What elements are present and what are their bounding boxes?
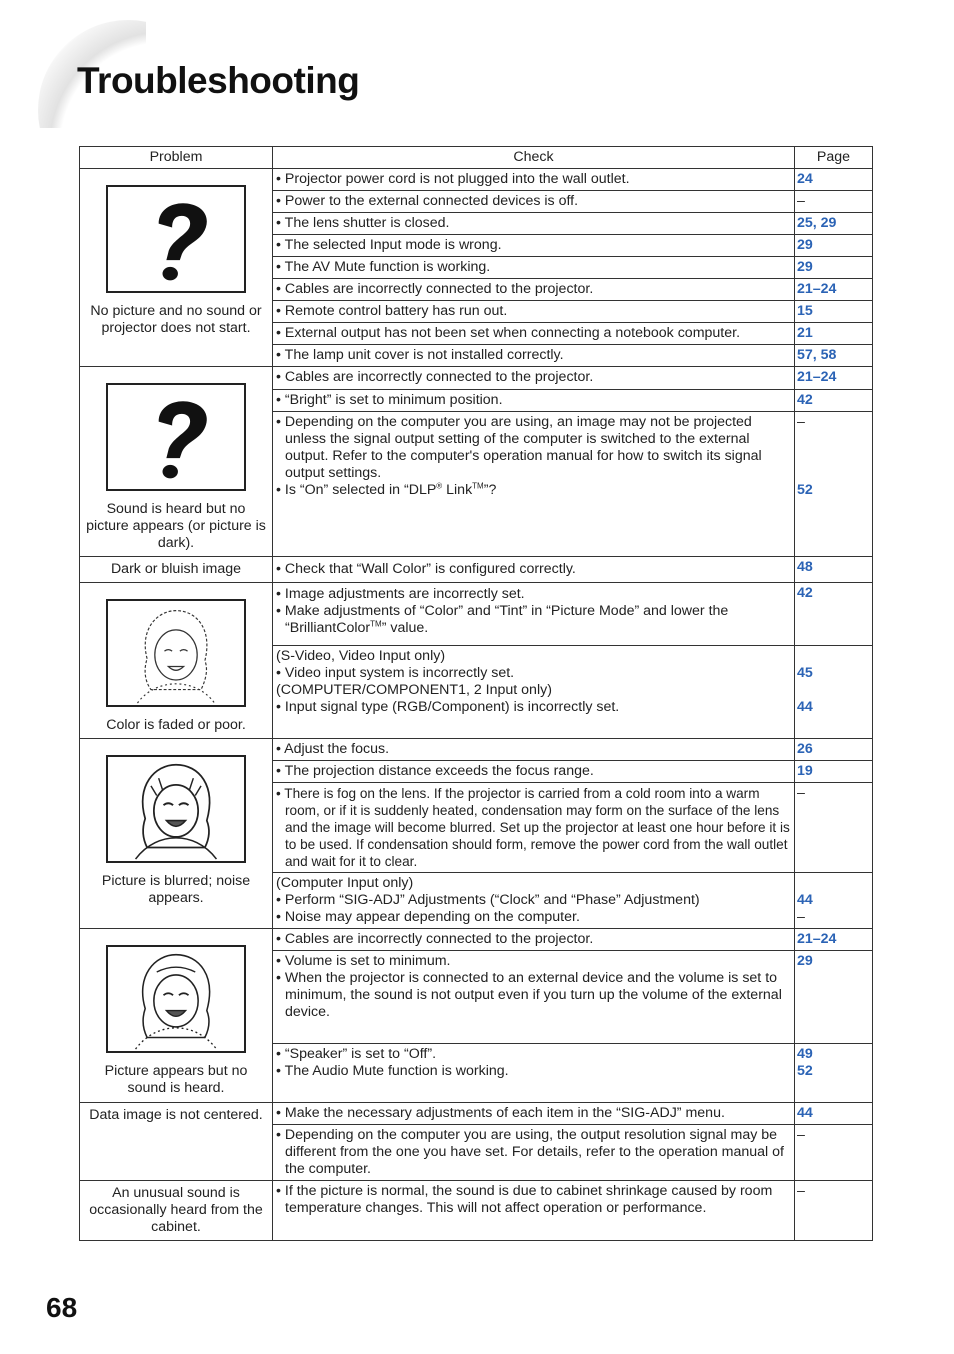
check-cell: • The AV Mute function is working. <box>273 257 795 279</box>
page-ref[interactable]: 44 <box>795 1103 873 1125</box>
page-ref[interactable]: 29 <box>795 235 873 257</box>
page-ref[interactable]: 49 52 <box>795 1044 873 1103</box>
table-row <box>80 1181 873 1241</box>
page-ref[interactable]: 42 <box>795 389 873 412</box>
check-cell: • Adjust the focus. <box>273 739 795 761</box>
page-ref[interactable]: 25, 29 <box>795 213 873 235</box>
problem-text: No picture and no sound or projector does not start. <box>90 303 262 336</box>
table-row <box>80 557 873 583</box>
problem-cell <box>80 367 273 557</box>
problem-text: Picture appears but no sound is heard. <box>104 1063 248 1096</box>
problem-cell <box>80 739 273 929</box>
page-ref[interactable]: 21–24 <box>795 367 873 390</box>
page-ref[interactable]: 44 – <box>795 873 873 929</box>
page-ref: – <box>795 1181 873 1241</box>
check-cell: • The lens shutter is closed. <box>273 213 795 235</box>
page-number: 68 <box>46 1292 78 1323</box>
girl-illustration <box>106 599 246 707</box>
check-text: • Make adjustments of “Color” and “Tint” in “Picture Mode” and lower the “BrilliantColor™” value. <box>276 603 729 636</box>
problem-cell <box>80 583 273 739</box>
check-cell: • The selected Input mode is wrong. <box>273 235 795 257</box>
problem-text: Picture is blurred; noise appears. <box>101 873 251 906</box>
problem-cell: Data image is not centered. <box>80 1103 273 1181</box>
page-title: Troubleshooting <box>77 60 360 101</box>
check-cell: • Projector power cord is not plugged into the wall outlet. <box>273 169 795 191</box>
page-ref: – <box>795 783 873 873</box>
page-ref[interactable]: 57, 58 <box>795 345 873 367</box>
girl-illustration <box>106 945 246 1053</box>
check-text: • Image adjustments are incorrectly set. <box>276 586 525 602</box>
page-ref[interactable]: – 52 <box>795 412 873 557</box>
problem-text: Sound is heard but no picture appears (or picture is dark). <box>86 501 266 551</box>
page-ref[interactable]: 19 <box>795 761 873 783</box>
check-cell <box>273 873 795 929</box>
check-text: • Depending on the computer you are using, an image may not be projected unless the signal output setting of the computer is switched to the external output. Refer to the computer's operation manual for how to switch its signal output settings. <box>276 414 762 481</box>
problem-cell: An unusual sound is occasionally heard from the cabinet. <box>80 1181 273 1241</box>
header-problem: Problem <box>80 147 273 169</box>
check-cell: • External output has not been set when connecting a notebook computer. <box>273 323 795 345</box>
problem-cell <box>80 929 273 1103</box>
check-text: • Video input system is incorrectly set. <box>276 665 515 681</box>
table-row <box>80 367 873 390</box>
check-cell: • Cables are incorrectly connected to the projector. <box>273 367 795 390</box>
page-ref[interactable]: 42 <box>795 583 873 646</box>
page-ref: – <box>795 191 873 213</box>
check-cell: • Power to the external connected devices is off. <box>273 191 795 213</box>
check-text: (COMPUTER/COMPONENT1, 2 Input only) <box>276 682 552 698</box>
check-text: (S-Video, Video Input only) <box>276 648 446 664</box>
check-cell <box>273 412 795 557</box>
table-row <box>80 169 873 191</box>
check-cell: • Cables are incorrectly connected to the projector. <box>273 279 795 301</box>
page-ref[interactable]: 48 <box>795 557 873 583</box>
check-text: • Is “On” selected in “DLP® Link™”? <box>276 481 497 498</box>
check-cell: • There is fog on the lens. If the projector is carried from a cold room into a warm room, or if it is suddenly heated, condensation may form on the surface of the lens and the image will become blurred. Set up the projector at least one hour before it is to be used. If condensation should form, remove the power cord from the wall outlet and wait for it to clear. <box>273 783 795 873</box>
problem-text: Color is faded or poor. <box>106 717 246 733</box>
check-text: (Computer Input only) <box>276 875 414 891</box>
check-text: • Input signal type (RGB/Component) is incorrectly set. <box>276 699 620 715</box>
check-cell: • The projection distance exceeds the focus range. <box>273 761 795 783</box>
problem-cell: Dark or bluish image <box>80 557 273 583</box>
table-row <box>80 739 873 761</box>
check-cell: • If the picture is normal, the sound is due to cabinet shrinkage caused by room temperature changes. This will not affect operation or performance. <box>273 1181 795 1241</box>
check-text: • “Speaker” is set to “Off”. <box>276 1046 437 1062</box>
check-cell: • Remote control battery has run out. <box>273 301 795 323</box>
page-ref[interactable]: 24 <box>795 169 873 191</box>
check-cell <box>273 1044 795 1103</box>
page-ref[interactable]: 29 <box>795 257 873 279</box>
check-cell: • Cables are incorrectly connected to the projector. <box>273 929 795 951</box>
page-ref[interactable]: 26 <box>795 739 873 761</box>
check-cell: • Check that “Wall Color” is configured correctly. <box>273 557 795 583</box>
check-cell: • “Bright” is set to minimum position. <box>273 389 795 412</box>
table-row <box>80 1103 873 1125</box>
check-cell: • Depending on the computer you are using, the output resolution signal may be different from the one you have set. For details, refer to the operation manual of the computer. <box>273 1125 795 1181</box>
check-cell: • The lamp unit cover is not installed correctly. <box>273 345 795 367</box>
check-cell <box>273 646 795 739</box>
table-header <box>80 147 873 169</box>
header-check: Check <box>273 147 795 169</box>
page-ref[interactable]: 21–24 <box>795 929 873 951</box>
page-ref[interactable]: 45 44 <box>795 646 873 739</box>
table-row <box>80 929 873 951</box>
page-ref[interactable]: 29 <box>795 951 873 1044</box>
question-mark-icon <box>106 185 246 293</box>
check-text: • The Audio Mute function is working. <box>276 1063 509 1079</box>
header-page: Page <box>795 147 873 169</box>
page-ref: – <box>795 1125 873 1181</box>
check-text: • Perform “SIG-ADJ” Adjustments (“Clock” and “Phase” Adjustment) <box>276 892 700 908</box>
girl-illustration <box>106 755 246 863</box>
check-cell <box>273 951 795 1044</box>
check-text: • When the projector is connected to an external device and the volume is set to minimum, the sound is not output even if you turn up the volume of the external device. <box>276 970 782 1020</box>
check-text: • Noise may appear depending on the computer. <box>276 909 580 925</box>
page-ref[interactable]: 15 <box>795 301 873 323</box>
check-cell <box>273 583 795 646</box>
page-ref[interactable]: 21 <box>795 323 873 345</box>
question-mark-icon <box>106 383 246 491</box>
troubleshooting-table <box>79 146 873 1241</box>
check-text: • Volume is set to minimum. <box>276 953 451 969</box>
page-ref[interactable]: 21–24 <box>795 279 873 301</box>
check-cell: • Make the necessary adjustments of each item in the “SIG-ADJ” menu. <box>273 1103 795 1125</box>
problem-cell <box>80 169 273 367</box>
table-row <box>80 583 873 646</box>
